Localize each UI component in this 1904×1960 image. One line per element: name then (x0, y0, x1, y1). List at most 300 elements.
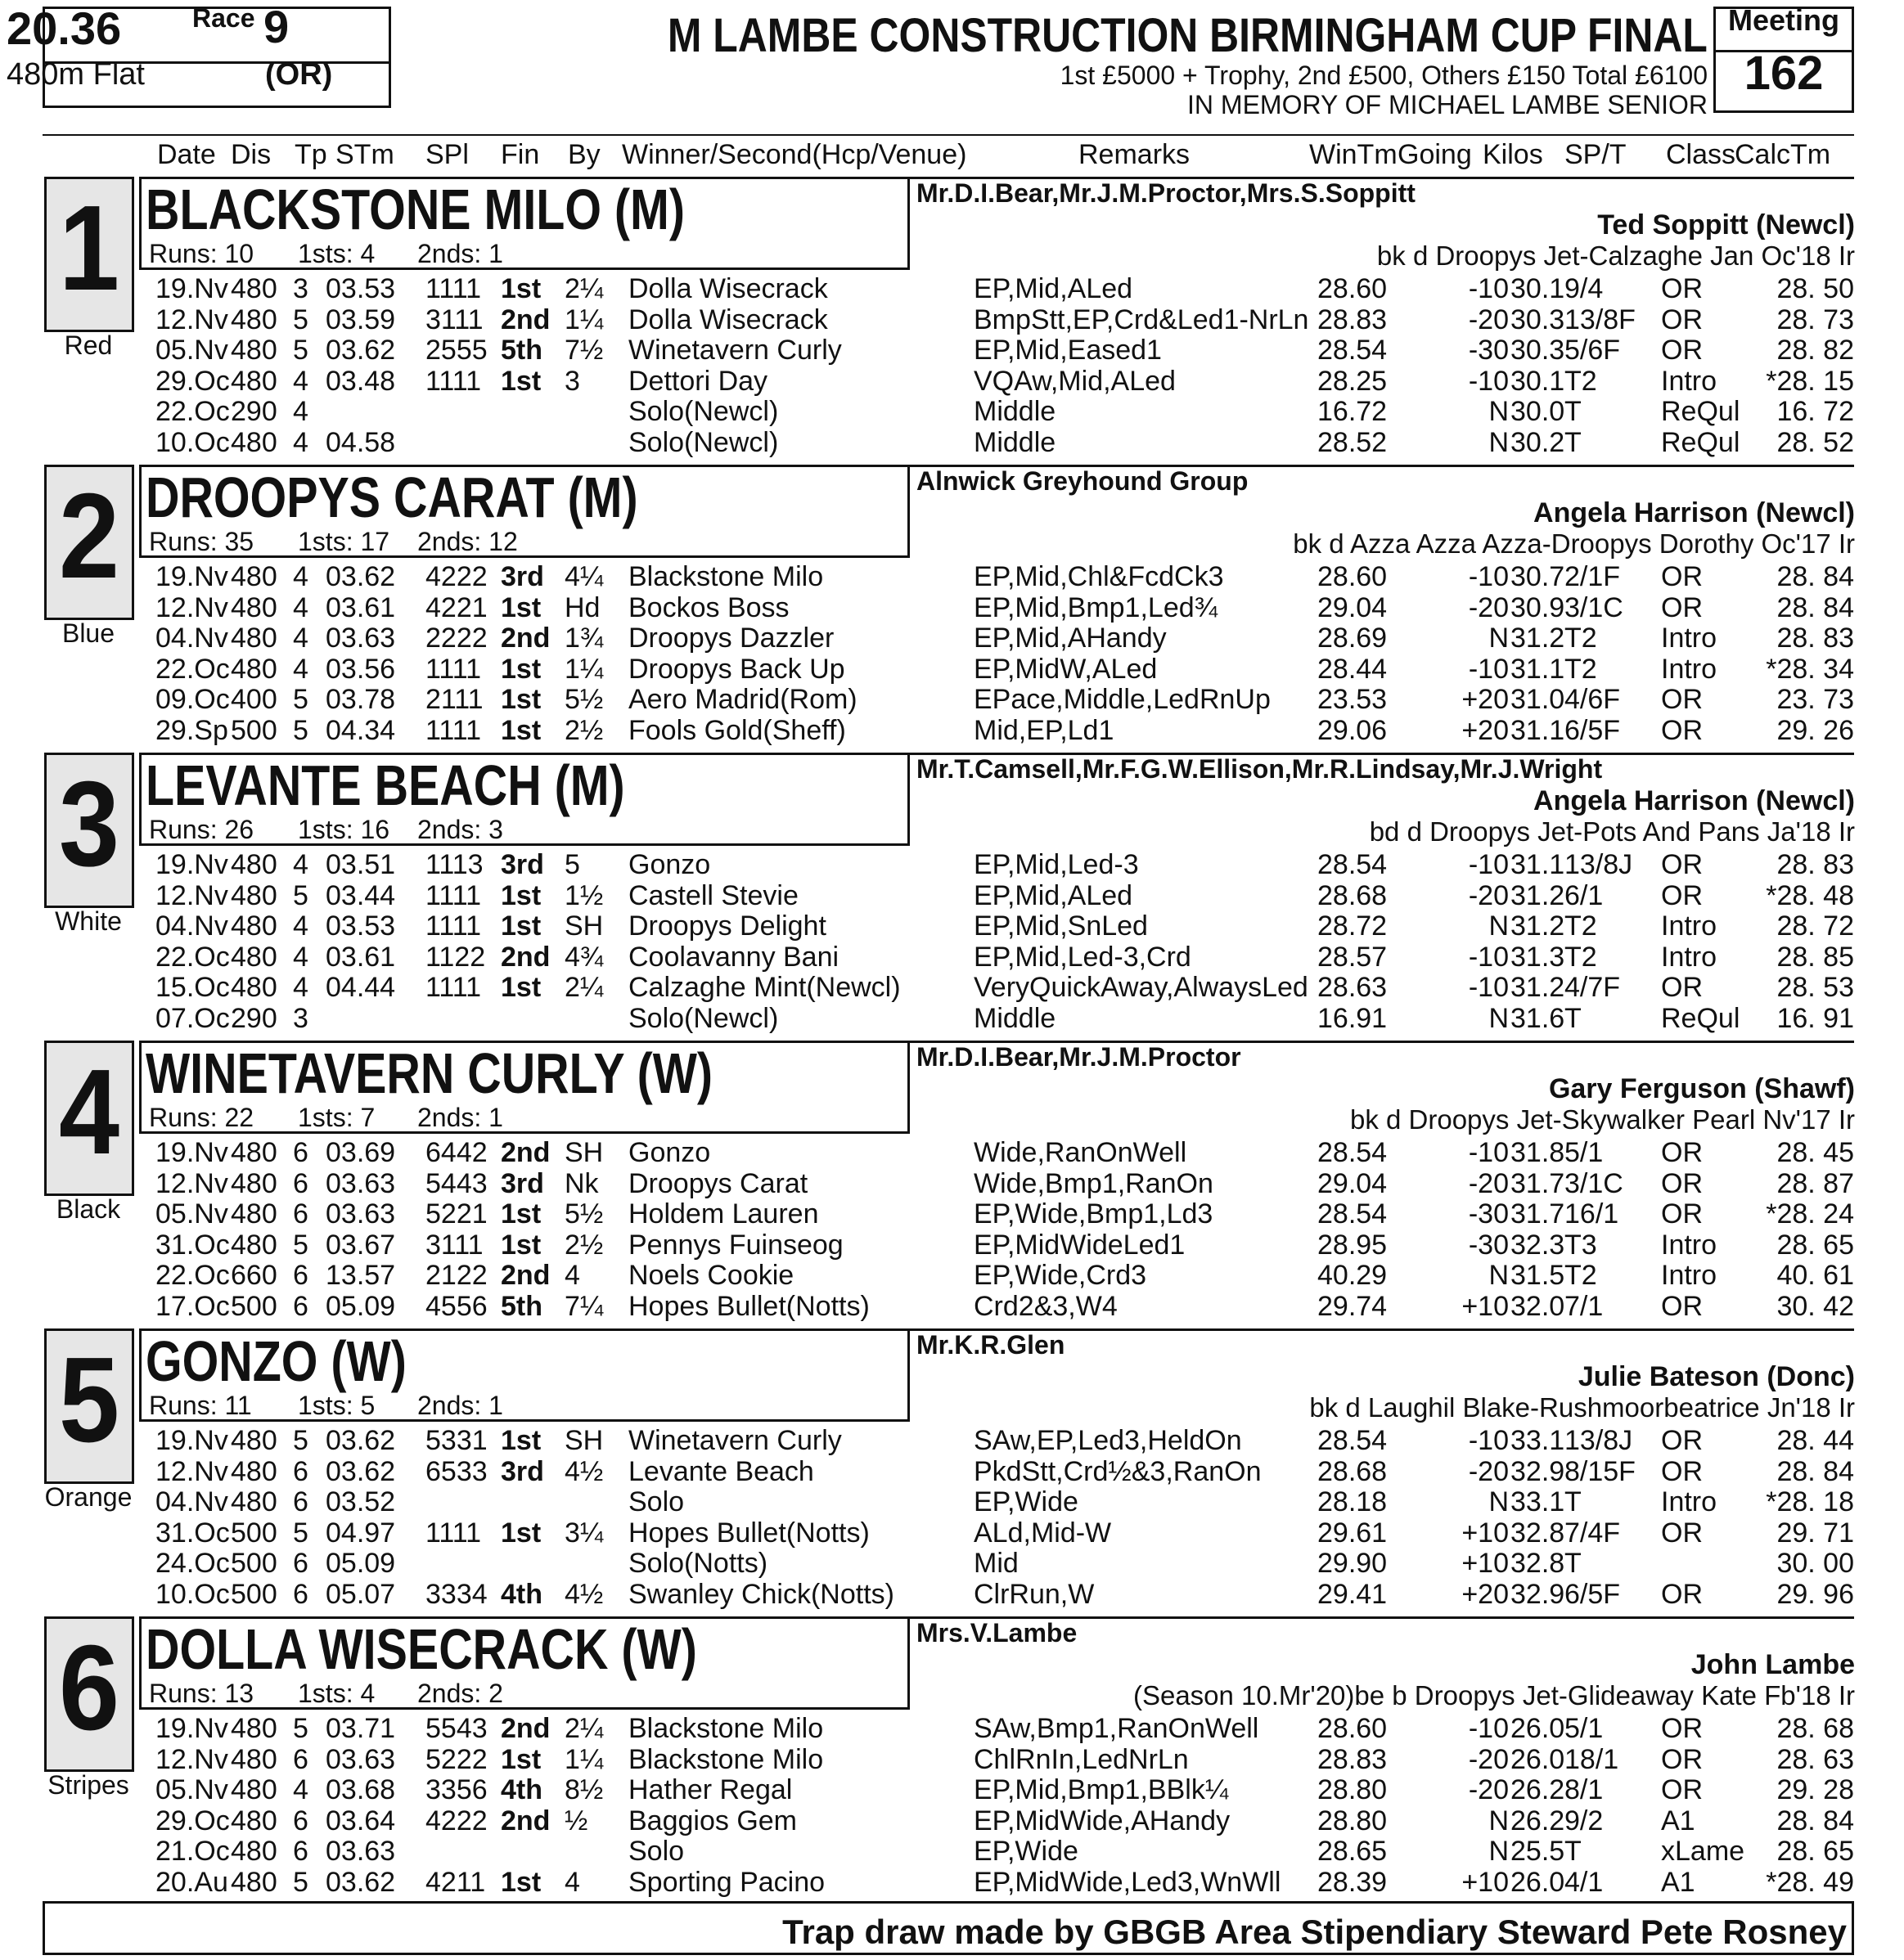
column-header-cls: Class (1666, 139, 1736, 170)
form-cls: OR (1661, 849, 1703, 880)
form-calc: *28. 18 (1766, 1486, 1854, 1518)
form-cls: Intro (1661, 365, 1717, 397)
form-by: Hd (565, 591, 601, 623)
form-dis: 480 (231, 1836, 277, 1868)
form-going: -10 (1468, 1713, 1509, 1744)
form-row (0, 1713, 1904, 1743)
form-date: 10.Oc (155, 427, 230, 458)
form-going: N (1488, 623, 1509, 654)
form-calc: *28. 48 (1766, 879, 1854, 911)
form-date: 22.Oc (155, 653, 230, 685)
seconds-count: 2nds: 12 (417, 527, 518, 556)
form-cls: OR (1661, 1579, 1703, 1610)
form-wintm: 29.41 (1317, 1579, 1388, 1610)
form-stm: 05.09 (326, 1548, 396, 1580)
form-sp: 13/8J (1564, 849, 1633, 880)
form-stm: 03.51 (326, 849, 396, 880)
form-kilos: 31.1 (1510, 653, 1565, 685)
form-sp: 13/8J (1564, 1425, 1633, 1456)
form-remarks: ChlRnIn,LedNrLn (974, 1743, 1189, 1775)
form-tp: 4 (293, 972, 308, 1004)
form-sp: 16/1 (1564, 1198, 1619, 1230)
meeting-number: 162 (1744, 47, 1824, 100)
form-by: 8½ (565, 1774, 604, 1806)
form-by: 1½ (565, 879, 604, 911)
trainer: John Lambe (1690, 1649, 1855, 1680)
form-date: 12.Nv (155, 303, 228, 335)
form-winner: Swanley Chick(Notts) (628, 1579, 894, 1610)
breeding: (Season 10.Mr'20)be b Droopys Jet-Glideaway Kate Fb'18 Ir (1132, 1680, 1855, 1711)
form-spl: 1122 (425, 941, 486, 973)
form-stm: 03.64 (326, 1805, 396, 1836)
form-calc: 28. 83 (1776, 623, 1854, 654)
form-going: N (1488, 1260, 1509, 1292)
form-dis: 480 (231, 303, 277, 335)
form-fin: 1st (501, 1743, 542, 1775)
form-going: -10 (1468, 273, 1509, 304)
form-wintm: 29.61 (1317, 1517, 1388, 1549)
form-winner: Hather Regal (628, 1774, 793, 1806)
form-sp: 2/1F (1564, 561, 1621, 592)
form-by: 1¼ (565, 653, 604, 685)
form-fin: 3rd (501, 561, 544, 592)
form-spl: 4221 (425, 591, 488, 623)
form-sp: 9/2 (1564, 1805, 1604, 1836)
form-by: 1¼ (565, 303, 604, 335)
form-date: 19.Nv (155, 849, 228, 880)
form-stm: 05.07 (326, 1579, 396, 1610)
wins-count: 1sts: 16 (298, 815, 390, 844)
owner: Mr.T.Camsell,Mr.F.G.W.Ellison,Mr.R.Lindsay,Mr.J.Wright (916, 754, 1603, 784)
trainer: Gary Ferguson (Shawf) (1548, 1073, 1855, 1104)
form-row (0, 910, 1904, 941)
form-winner: Fools Gold(Sheff) (628, 715, 846, 746)
form-by: 4 (565, 1260, 580, 1292)
form-tp: 6 (293, 1198, 308, 1230)
form-remarks: SAw,Bmp1,RanOnWell (974, 1713, 1259, 1744)
form-by: 2½ (565, 1229, 604, 1261)
column-header-fin: Fin (501, 139, 540, 170)
form-winner: Solo(Newcl) (628, 1003, 779, 1034)
dog-name: LEVANTE BEACH (M) (146, 753, 625, 817)
form-stm: 04.34 (326, 715, 396, 746)
form-wintm: 29.04 (1317, 591, 1388, 623)
trap-colour: Red (64, 330, 113, 360)
form-sp: T2 (1564, 653, 1597, 685)
form-row (0, 396, 1904, 426)
form-remarks: Wide,RanOnWell (974, 1137, 1187, 1168)
form-remarks: Middle (974, 396, 1056, 428)
form-winner: Droopys Back Up (628, 653, 845, 685)
wins-count: 1sts: 7 (298, 1103, 376, 1132)
form-dis: 480 (231, 1229, 277, 1261)
breeding: bk d Laughil Blake-Rushmoorbeatrice Jn'18 Ir (1309, 1392, 1855, 1423)
breeding: bk d Azza Azza Azza-Droopys Dorothy Oc'17 Ir (1293, 528, 1855, 559)
form-stm: 03.62 (326, 1425, 396, 1456)
form-sp: T (1564, 1486, 1582, 1518)
form-cls: OR (1661, 1774, 1703, 1806)
form-fin: 1st (501, 1198, 542, 1230)
form-by: SH (565, 1137, 604, 1168)
form-remarks: EP,Mid,Bmp1,Led¾ (974, 591, 1218, 623)
form-calc: 28. 63 (1776, 1743, 1854, 1775)
meeting-label: Meeting (1727, 3, 1839, 37)
form-dis: 660 (231, 1260, 277, 1292)
form-wintm: 40.29 (1317, 1260, 1388, 1292)
runner-3 (0, 744, 1904, 1032)
form-kilos: 33.1 (1510, 1486, 1565, 1518)
form-remarks: VQAw,Mid,ALed (974, 365, 1176, 397)
trap-colour: Black (56, 1194, 121, 1224)
form-remarks: Wide,Bmp1,RanOn (974, 1167, 1213, 1199)
form-wintm: 28.54 (1317, 849, 1388, 880)
form-kilos: 26.2 (1510, 1774, 1565, 1806)
form-wintm: 16.91 (1317, 1003, 1388, 1034)
runs-count: Runs: 22 (149, 1103, 254, 1132)
form-spl: 1111 (425, 365, 482, 397)
form-date: 04.Nv (155, 1486, 228, 1518)
form-date: 10.Oc (155, 1579, 230, 1610)
form-date: 29.Oc (155, 365, 230, 397)
form-calc: 29. 26 (1776, 715, 1854, 746)
form-sp: T (1564, 427, 1582, 458)
form-row (0, 942, 1904, 972)
form-going: N (1488, 1836, 1509, 1868)
form-winner: Coolavanny Bani (628, 941, 839, 973)
form-fin: 2nd (501, 303, 551, 335)
form-dis: 480 (231, 879, 277, 911)
form-by: Nk (565, 1167, 599, 1199)
form-fin: 2nd (501, 1805, 551, 1836)
runs-count: Runs: 11 (149, 1391, 252, 1420)
form-tp: 4 (293, 623, 308, 654)
trap-number: 3 (58, 757, 120, 892)
form-kilos: 32.9 (1510, 1455, 1565, 1487)
form-by: 2¼ (565, 972, 604, 1004)
form-fin: 2nd (501, 941, 551, 973)
form-by: 3 (565, 365, 580, 397)
race-number: 9 (263, 1, 290, 52)
form-stm: 03.59 (326, 303, 396, 335)
form-sp: T (1564, 396, 1582, 428)
form-remarks: Middle (974, 427, 1056, 458)
form-fin: 2nd (501, 1260, 551, 1292)
form-cls: OR (1661, 273, 1703, 304)
form-calc: 28. 83 (1776, 849, 1854, 880)
seconds-count: 2nds: 2 (417, 1679, 503, 1708)
form-spl: 6533 (425, 1455, 488, 1487)
form-date: 19.Nv (155, 561, 228, 592)
form-cls: OR (1661, 1137, 1703, 1168)
form-wintm: 28.72 (1317, 910, 1388, 942)
form-winner: Blackstone Milo (628, 561, 824, 592)
form-spl: 1111 (425, 1517, 482, 1549)
form-wintm: 29.74 (1317, 1291, 1388, 1322)
form-kilos: 31.3 (1510, 941, 1565, 973)
form-dis: 480 (231, 365, 277, 397)
form-spl: 5443 (425, 1167, 488, 1199)
form-cls: A1 (1661, 1867, 1695, 1898)
form-tp: 6 (293, 1455, 308, 1487)
form-dis: 500 (231, 1291, 277, 1322)
form-going: -20 (1468, 1743, 1509, 1775)
owner: Mrs.V.Lambe (916, 1618, 1078, 1648)
form-kilos: 26.0 (1510, 1867, 1565, 1898)
form-stm: 03.62 (326, 335, 396, 366)
form-wintm: 28.54 (1317, 335, 1388, 366)
form-date: 12.Nv (155, 1167, 228, 1199)
column-header-by: By (568, 139, 601, 170)
form-calc: 28. 73 (1776, 303, 1854, 335)
form-wintm: 28.60 (1317, 1713, 1388, 1744)
form-fin: 4th (501, 1774, 542, 1806)
form-dis: 480 (231, 1198, 277, 1230)
form-going: N (1488, 1003, 1509, 1034)
form-row (0, 1517, 1904, 1548)
form-row (0, 972, 1904, 1002)
form-winner: Droopys Carat (628, 1167, 808, 1199)
form-by: 4½ (565, 1455, 604, 1487)
form-spl: 1111 (425, 972, 482, 1004)
breeding: bk d Droopys Jet-Skywalker Pearl Nv'17 Ir (1349, 1104, 1855, 1135)
form-calc: 29. 71 (1776, 1517, 1854, 1549)
form-winner: Winetavern Curly (628, 335, 842, 366)
form-date: 20.Au (155, 1867, 228, 1898)
form-sp: T2 (1564, 365, 1597, 397)
form-stm: 03.53 (326, 910, 396, 942)
form-sp: 5/1 (1564, 1713, 1604, 1744)
form-dis: 500 (231, 715, 277, 746)
form-going: +10 (1461, 1291, 1509, 1322)
form-cls: OR (1661, 1167, 1703, 1199)
form-wintm: 16.72 (1317, 396, 1388, 428)
form-row (0, 1548, 1904, 1578)
dog-name: BLACKSTONE MILO (M) (146, 178, 685, 241)
form-fin: 2nd (501, 1713, 551, 1744)
form-remarks: EP,Mid,Chl&FcdCk3 (974, 561, 1224, 592)
form-remarks: Crd2&3,W4 (974, 1291, 1118, 1322)
form-kilos: 30.3 (1510, 303, 1565, 335)
form-kilos: 31.2 (1510, 972, 1565, 1004)
form-dis: 480 (231, 591, 277, 623)
form-wintm: 28.68 (1317, 1455, 1388, 1487)
form-dis: 480 (231, 849, 277, 880)
form-wintm: 28.83 (1317, 1743, 1388, 1775)
form-winner: Dettori Day (628, 365, 768, 397)
form-tp: 6 (293, 1743, 308, 1775)
form-calc: *28. 24 (1766, 1198, 1854, 1230)
form-remarks: EP,MidWide,AHandy (974, 1805, 1231, 1836)
form-kilos: 31.1 (1510, 849, 1565, 880)
form-by: 5½ (565, 684, 604, 716)
form-dis: 480 (231, 1137, 277, 1168)
runner-6 (0, 1608, 1904, 1896)
form-calc: 28. 87 (1776, 1167, 1854, 1199)
form-going: -30 (1468, 335, 1509, 366)
form-sp: T (1564, 1548, 1582, 1580)
form-tp: 5 (293, 1229, 308, 1261)
form-remarks: EP,MidWideLed1 (974, 1229, 1186, 1261)
column-header-calc: CalcTm (1735, 139, 1831, 170)
form-date: 04.Nv (155, 910, 228, 942)
form-remarks: EP,Wide,Bmp1,Ld3 (974, 1198, 1213, 1230)
form-cls: OR (1661, 303, 1703, 335)
form-kilos: 30.1 (1510, 365, 1565, 397)
form-by: ½ (565, 1805, 588, 1836)
form-going: N (1488, 910, 1509, 942)
form-date: 12.Nv (155, 1455, 228, 1487)
form-spl: 5221 (425, 1198, 488, 1230)
form-dis: 480 (231, 1774, 277, 1806)
form-tp: 6 (293, 1291, 308, 1322)
owner: Mr.D.I.Bear,Mr.J.M.Proctor,Mrs.S.Soppitt (916, 178, 1416, 208)
dog-name: DOLLA WISECRACK (W) (146, 1617, 697, 1681)
form-fin: 2nd (501, 623, 551, 654)
form-calc: *28. 34 (1766, 653, 1854, 685)
form-sp: 8/15F (1564, 1455, 1636, 1487)
form-spl: 5222 (425, 1743, 488, 1775)
form-kilos: 26.0 (1510, 1743, 1565, 1775)
form-fin: 1st (501, 972, 542, 1004)
form-row (0, 1198, 1904, 1229)
form-date: 09.Oc (155, 684, 230, 716)
form-wintm: 28.54 (1317, 1425, 1388, 1456)
form-going: -20 (1468, 1167, 1509, 1199)
form-stm: 03.63 (326, 623, 396, 654)
form-tp: 4 (293, 427, 308, 458)
form-wintm: 28.39 (1317, 1867, 1388, 1898)
form-sp: T2 (1564, 623, 1597, 654)
form-fin: 1st (501, 684, 542, 716)
form-tp: 4 (293, 396, 308, 428)
form-winner: Gonzo (628, 1137, 711, 1168)
form-sp: 3/1C (1564, 591, 1623, 623)
wins-count: 1sts: 4 (298, 239, 376, 268)
column-header-spl: SPl (425, 139, 469, 170)
form-going: -10 (1468, 1425, 1509, 1456)
form-remarks: EP,MidWide,Led3,WnWll (974, 1867, 1281, 1898)
form-dis: 480 (231, 653, 277, 685)
form-date: 12.Nv (155, 879, 228, 911)
form-by: 7½ (565, 335, 604, 366)
form-cls: Intro (1661, 1229, 1717, 1261)
form-row (0, 273, 1904, 303)
form-fin: 1st (501, 715, 542, 746)
form-cls: ReQul (1661, 1003, 1740, 1034)
form-row (0, 1867, 1904, 1897)
form-fin: 1st (501, 273, 542, 304)
form-by: 2¼ (565, 273, 604, 304)
form-remarks: EP,Mid,Bmp1,BBlk¼ (974, 1774, 1229, 1806)
form-going: -10 (1468, 972, 1509, 1004)
seconds-count: 2nds: 1 (417, 1391, 503, 1420)
form-tp: 6 (293, 1137, 308, 1168)
form-fin: 5th (501, 335, 542, 366)
form-tp: 6 (293, 1548, 308, 1580)
form-calc: *28. 49 (1766, 1867, 1854, 1898)
form-wintm: 28.69 (1317, 623, 1388, 654)
form-row (0, 1260, 1904, 1290)
form-wintm: 28.54 (1317, 1137, 1388, 1168)
form-stm: 03.63 (326, 1198, 396, 1230)
form-kilos: 26.2 (1510, 1805, 1565, 1836)
form-row (0, 1774, 1904, 1805)
runner-2 (0, 456, 1904, 744)
form-kilos: 31.2 (1510, 879, 1565, 911)
form-wintm: 28.80 (1317, 1805, 1388, 1836)
column-header-sp: SP/T (1564, 139, 1627, 170)
form-stm: 03.52 (326, 1486, 396, 1518)
form-by: 4¼ (565, 561, 604, 592)
runner-1 (0, 169, 1904, 456)
seconds-count: 2nds: 1 (417, 1103, 503, 1132)
form-wintm: 29.90 (1317, 1548, 1388, 1580)
form-by: SH (565, 1425, 604, 1456)
form-date: 12.Nv (155, 591, 228, 623)
form-stm: 05.09 (326, 1291, 396, 1322)
form-going: -20 (1468, 1774, 1509, 1806)
form-going: -10 (1468, 561, 1509, 592)
form-by: 4½ (565, 1579, 604, 1610)
form-row (0, 427, 1904, 457)
form-cls: OR (1661, 561, 1703, 592)
form-remarks: EP,Mid,ALed (974, 273, 1133, 304)
form-dis: 480 (231, 941, 277, 973)
form-spl: 6442 (425, 1137, 488, 1168)
form-dis: 480 (231, 1713, 277, 1744)
footer-text: Trap draw made by GBGB Area Stipendiary Steward Pete Rosney (782, 1913, 1847, 1951)
form-row (0, 1425, 1904, 1455)
form-date: 05.Nv (155, 335, 228, 366)
form-stm: 03.63 (326, 1836, 396, 1868)
form-spl: 1111 (425, 715, 482, 746)
form-calc: 28. 84 (1776, 561, 1854, 592)
form-kilos: 32.9 (1510, 1579, 1565, 1610)
form-going: N (1488, 1486, 1509, 1518)
form-fin: 1st (501, 910, 542, 942)
wins-count: 1sts: 5 (298, 1391, 376, 1420)
form-date: 05.Nv (155, 1198, 228, 1230)
form-sp: 6/1 (1564, 879, 1604, 911)
form-cls: OR (1661, 1517, 1703, 1549)
form-tp: 3 (293, 273, 308, 304)
form-sp: 5/1 (1564, 1137, 1604, 1168)
form-dis: 480 (231, 1486, 277, 1518)
form-calc: 28. 65 (1776, 1836, 1854, 1868)
form-spl: 1111 (425, 273, 482, 304)
form-date: 24.Oc (155, 1548, 230, 1580)
breeding: bk d Droopys Jet-Calzaghe Jan Oc'18 Ir (1376, 241, 1855, 271)
dog-name: WINETAVERN CURLY (W) (146, 1041, 713, 1105)
form-tp: 5 (293, 1425, 308, 1456)
form-by: 7¼ (565, 1291, 604, 1322)
form-tp: 4 (293, 591, 308, 623)
form-fin: 3rd (501, 1167, 544, 1199)
form-cls: Intro (1661, 941, 1717, 973)
form-tp: 6 (293, 1486, 308, 1518)
form-tp: 4 (293, 1774, 308, 1806)
form-date: 19.Nv (155, 1713, 228, 1744)
race-time: 20.36 (7, 2, 122, 54)
form-remarks: Mid (974, 1548, 1019, 1580)
form-dis: 480 (231, 335, 277, 366)
form-cls: Intro (1661, 623, 1717, 654)
form-row (0, 561, 1904, 591)
form-sp: 9/4 (1564, 273, 1604, 304)
form-tp: 6 (293, 1579, 308, 1610)
column-header-stm: STm (335, 139, 394, 170)
form-remarks: EP,Mid,Eased1 (974, 335, 1162, 366)
